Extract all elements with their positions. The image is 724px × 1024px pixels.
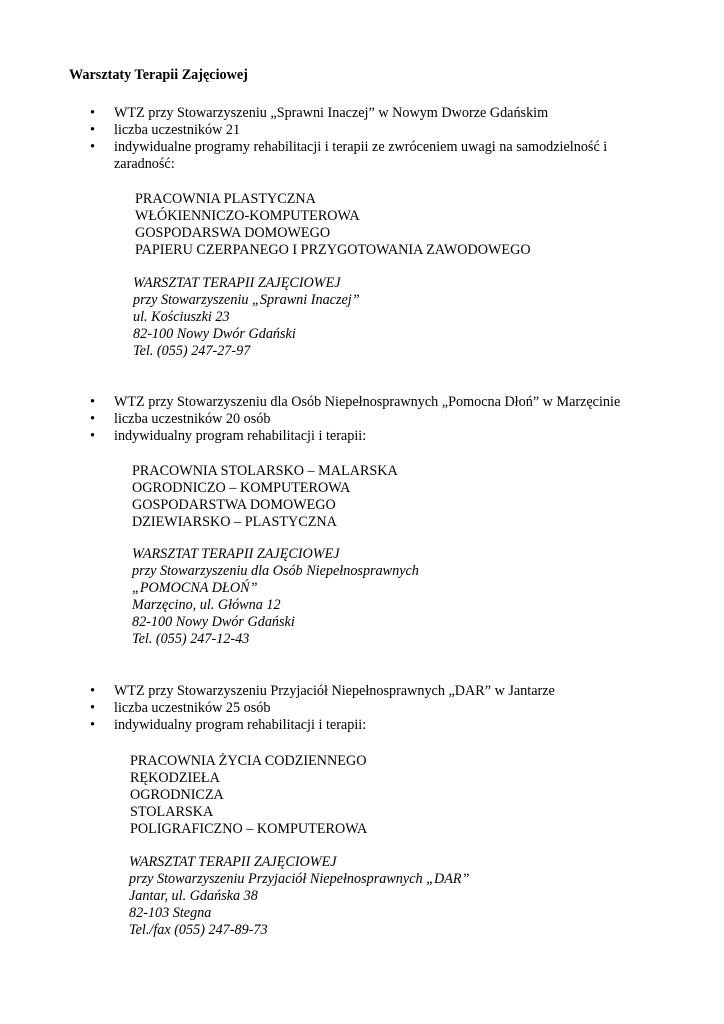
bullet-icon: • <box>90 428 95 444</box>
address-line: Tel./fax (055) 247-89-73 <box>129 922 268 938</box>
list-item <box>0 394 724 411</box>
list-item-text: WTZ przy Stowarzyszeniu „Sprawni Inaczej” w Nowym Dworze Gdańskim <box>114 105 549 121</box>
address-block <box>129 854 470 939</box>
address-block <box>132 546 419 648</box>
list-item <box>0 717 724 734</box>
bullet-icon: • <box>90 122 95 138</box>
address-line: 82-103 Stegna <box>129 905 212 921</box>
list-item-text: liczba uczestników 25 osób <box>114 700 271 716</box>
workshop-list <box>132 463 398 531</box>
bullet-icon: • <box>90 717 95 733</box>
address-line: WARSZTAT TERAPII ZAJĘCIOWEJ <box>129 854 337 870</box>
address-line: Tel. (055) 247-12-43 <box>132 631 250 647</box>
bullet-list <box>0 683 724 734</box>
list-item-text: indywidualny program rehabilitacji i terapii: <box>114 428 367 444</box>
workshop-name: PRACOWNIA PLASTYCZNA <box>135 191 316 207</box>
address-block <box>133 275 360 360</box>
workshop-name: STOLARSKA <box>130 804 214 820</box>
list-item <box>0 700 724 717</box>
workshop-name: GOSPODARSTWA DOMOWEGO <box>132 497 336 513</box>
address-line: WARSZTAT TERAPII ZAJĘCIOWEJ <box>132 546 340 562</box>
list-item-text: WTZ przy Stowarzyszeniu Przyjaciół Niepełnosprawnych „DAR” w Jantarze <box>114 683 555 699</box>
address-line: Tel. (055) 247-27-97 <box>133 343 251 359</box>
workshop-name: PRACOWNIA STOLARSKO – MALARSKA <box>132 463 398 479</box>
address-line: przy Stowarzyszeniu dla Osób Niepełnosprawnych <box>132 563 419 579</box>
workshop-list <box>135 191 531 259</box>
list-item-text: WTZ przy Stowarzyszeniu dla Osób Niepełnosprawnych „Pomocna Dłoń” w Marzęcinie <box>114 394 621 410</box>
list-item <box>0 105 724 122</box>
list-item <box>0 428 724 445</box>
bullet-icon: • <box>90 700 95 716</box>
document-title: Warsztaty Terapii Zajęciowej <box>69 67 248 83</box>
workshop-list <box>130 753 367 838</box>
bullet-list <box>0 394 724 445</box>
workshop-name: WŁÓKIENNICZO-KOMPUTEROWA <box>135 208 360 224</box>
address-line: Jantar, ul. Gdańska 38 <box>129 888 258 904</box>
workshop-name: GOSPODARSWA DOMOWEGO <box>135 225 331 241</box>
list-item <box>0 139 724 173</box>
list-item-text: indywidualne programy rehabilitacji i terapii ze zwróceniem uwagi na samodzielność i zaradność: <box>114 139 608 172</box>
list-item-text: indywidualny program rehabilitacji i terapii: <box>114 717 367 733</box>
workshop-name: OGRODNICZO – KOMPUTEROWA <box>132 480 351 496</box>
list-item-text: liczba uczestników 20 osób <box>114 411 271 427</box>
address-line: 82-100 Nowy Dwór Gdański <box>132 614 295 630</box>
list-item-text: liczba uczestników 21 <box>114 122 241 138</box>
workshop-name: POLIGRAFICZNO – KOMPUTEROWA <box>130 821 368 837</box>
bullet-icon: • <box>90 105 95 121</box>
bullet-icon: • <box>90 394 95 410</box>
list-item <box>0 122 724 139</box>
address-line: Marzęcino, ul. Główna 12 <box>132 597 281 613</box>
address-line: przy Stowarzyszeniu „Sprawni Inaczej” <box>133 292 360 308</box>
bullet-icon: • <box>90 683 95 699</box>
workshop-name: DZIEWIARSKO – PLASTYCZNA <box>132 514 337 530</box>
address-line: WARSZTAT TERAPII ZAJĘCIOWEJ <box>133 275 341 291</box>
bullet-list <box>0 105 724 173</box>
address-line: „POMOCNA DŁOŃ” <box>132 580 258 596</box>
bullet-icon: • <box>90 411 95 427</box>
list-item <box>0 411 724 428</box>
workshop-name: PAPIERU CZERPANEGO I PRZYGOTOWANIA ZAWODOWEGO <box>135 242 531 258</box>
address-line: przy Stowarzyszeniu Przyjaciół Niepełnosprawnych „DAR” <box>129 871 470 887</box>
bullet-icon: • <box>90 139 95 155</box>
workshop-name: RĘKODZIEŁA <box>130 770 220 786</box>
workshop-name: PRACOWNIA ŻYCIA CODZIENNEGO <box>130 753 367 769</box>
list-item <box>0 683 724 700</box>
address-line: 82-100 Nowy Dwór Gdański <box>133 326 296 342</box>
address-line: ul. Kościuszki 23 <box>133 309 230 325</box>
workshop-name: OGRODNICZA <box>130 787 224 803</box>
